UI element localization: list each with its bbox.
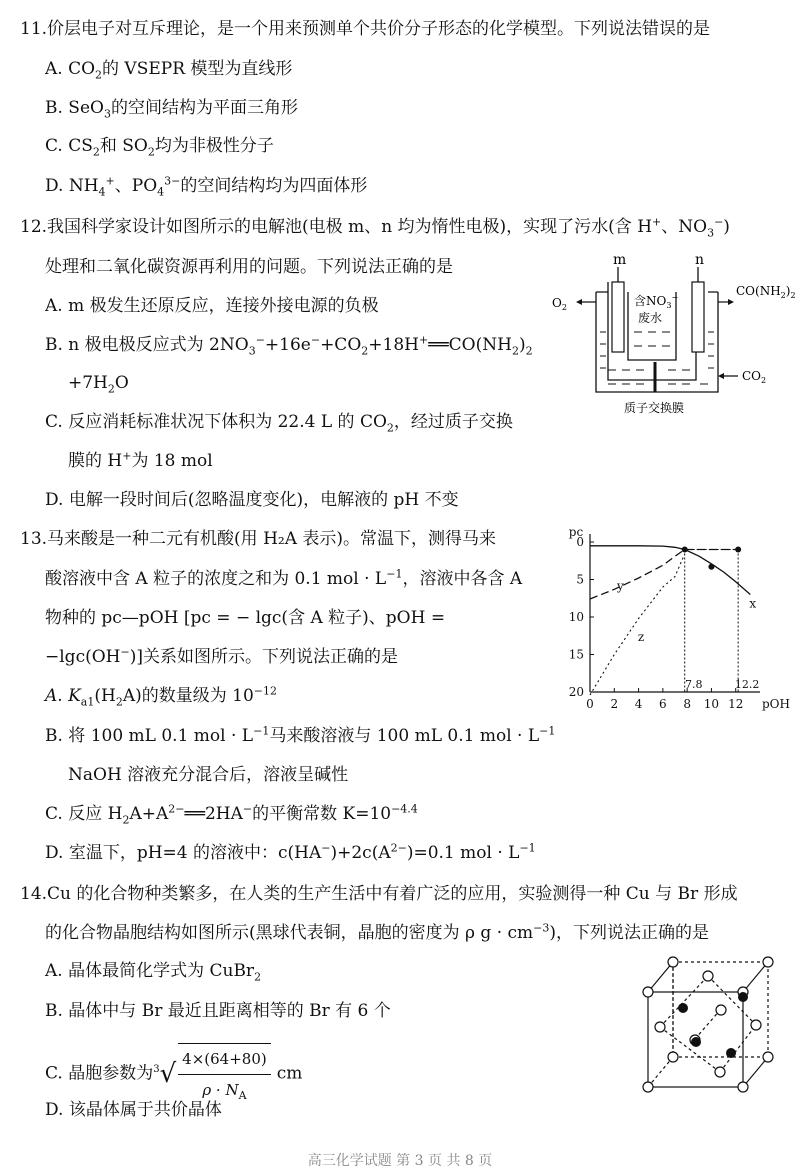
q13-option-a: A. $K_{a1}(H_2A)$的数量级为 $10^{-12}$ (45, 684, 277, 709)
y-tick-label: 15 (568, 647, 584, 662)
wastewater-label-2: 废水 (638, 311, 663, 325)
q12-option-c-cont: 膜的 H+为 18 mol (68, 449, 213, 471)
q12-option-a: A. m 极发生还原反应，连接外接电源的负极 (45, 296, 379, 316)
q14-option-b: B. 晶体中与 Br 最近且距离相等的 Br 有 6 个 (45, 1001, 391, 1021)
q12-stem-line2: 处理和二氧化碳资源再利用的问题。下列说法正确的是 (45, 257, 453, 277)
q14-stem-line1: 14.Cu 的化合物种类繁多，在人类的生产生活中有着广泛的应用，实验测得一种 Cu 与 Br 形成 (20, 884, 738, 904)
q14-option-a: A. 晶体最简化学式为 CuBr$_2$ (45, 961, 262, 984)
q14-option-c: C. 晶胞参数为$^3$√ $\frac{4\times(64+80)}{\rho \cdot N_A}$ cm (45, 1043, 302, 1105)
q13-option-d: D. 室温下，pH=4 的溶液中：$c(HA^-)+2c(A^{2-})=0.1$ mol · $L^{-1}$ (45, 841, 536, 863)
series-x (590, 546, 750, 595)
q13-stem-line4: −lgc(OH−)]关系如图所示。下列说法正确的是 (45, 645, 398, 667)
series-z (590, 554, 685, 695)
series-y-label: y (616, 579, 624, 593)
q13-option-b-cont: NaOH 溶液充分混合后，溶液呈碱性 (68, 765, 349, 785)
wastewater-label: 含$NO_3^-$ (634, 293, 679, 310)
membrane-label: 质子交换膜 (624, 401, 685, 415)
y-tick-label: 10 (568, 610, 584, 624)
o2-label: $O_2$ (552, 296, 567, 312)
q11-stem: 11.价层电子对互斥理论，是一个用来预测单个共价分子形态的化学模型。下列说法错误的是 (20, 19, 711, 39)
electrode-n-label: n (695, 252, 705, 268)
series-z-label: z (637, 630, 645, 644)
pc-poh-chart (560, 522, 790, 727)
q14-stem-line2: 的化合物晶胞结构如图所示(黑球代表铜，晶胞的密度为 ρ $g \cdot cm^{-3}$)，下列说法正确的是 (45, 921, 710, 943)
x-tick-label: 4 (634, 697, 643, 711)
electrode-m (612, 282, 624, 352)
electrolysis-cell-figure (548, 252, 796, 422)
q12-option-c: C. 反应消耗标准状况下体积为 22.4 L 的 $CO_2$，经过质子交换 (45, 412, 513, 435)
q11-option-d: D. $NH_4^+$、$PO_4^{3-}$的空间结构均为四面体形 (45, 174, 368, 199)
electrode-m-label: m (613, 252, 627, 268)
x-tick-label: 12 (728, 697, 744, 711)
annotation-7-8: 7.8 (684, 678, 703, 691)
q13-stem-line1: 13.马来酸是一种二元有机酸(用 H₂A 表示)。常温下，测得马来 (20, 529, 497, 549)
q13-stem-line2: 酸溶液中含 A 粒子的浓度之和为 0.1 mol · $L^{-1}$，溶液中各含 A (45, 567, 523, 589)
y-axis-label: pc (568, 525, 584, 539)
series-y (590, 550, 738, 600)
intersection-point-1 (682, 547, 688, 553)
q12-option-b-cont: $+7H_2O$ (68, 373, 129, 396)
x-tick-label: 0 (586, 697, 594, 711)
crystal-cell-figure (628, 950, 788, 1100)
q13-option-b: B. 将 100 mL 0.1 mol · $L^{-1}$马来酸溶液与 100 mL 0.1 mol · $L^{-1}$ (45, 724, 556, 746)
x-tick-label: 10 (703, 697, 720, 711)
q11-option-b: B. SeO$_3$的空间结构为平面三角形 (45, 98, 298, 121)
q13-option-c: C. 反应 $H_2A+A^{2-}══2HA^-$的平衡常数 $K=10^{-4.4}$ (45, 802, 418, 827)
intersection-point-2 (735, 547, 741, 553)
q12-option-b: B. n 极电极反应式为 $2NO_3^-+16e^-+CO_2+18H^+══CO(NH_2)_2$ (45, 333, 533, 358)
y-tick-label: 20 (568, 685, 584, 699)
page-footer: 高三化学试题 第 3 页 共 8 页 (307, 1153, 493, 1169)
x-axis-label: pOH (762, 697, 790, 711)
y-tick-label: 0 (576, 535, 584, 549)
x-tick-label: 8 (683, 697, 691, 711)
cu-atoms (678, 992, 748, 1058)
x-tick-label: 2 (610, 697, 619, 711)
q12-option-d: D. 电解一段时间后(忽略温度变化)，电解液的 pH 不变 (45, 490, 459, 510)
electrode-n (692, 282, 704, 352)
marker-point (708, 564, 714, 570)
q11-option-c: C. $CS_2$和 $SO_2$均为非极性分子 (45, 136, 274, 159)
series-x-label: x (749, 596, 757, 611)
urea-label: $CO(NH_2)_2$ (736, 284, 796, 300)
x-tick-label: 6 (659, 697, 667, 711)
co2-label: $CO_2$ (742, 369, 767, 385)
q13-stem-line3: 物种的 pc—pOH [pc = − lgc(含 A 粒子)、pOH = (45, 608, 446, 628)
y-tick-label: 5 (576, 572, 584, 587)
q11-option-a: A. $CO_2$的 VSEPR 模型为直线形 (45, 59, 293, 82)
q12-stem-line1: 12.我国科学家设计如图所示的电解池(电极 m、n 均为惰性电极)，实现了污水(含 H+、$NO_3^-$) (20, 215, 730, 240)
annotation-12-2: 12.2 (734, 678, 760, 691)
q14-option-d: D. 该晶体属于共价晶体 (45, 1100, 222, 1120)
